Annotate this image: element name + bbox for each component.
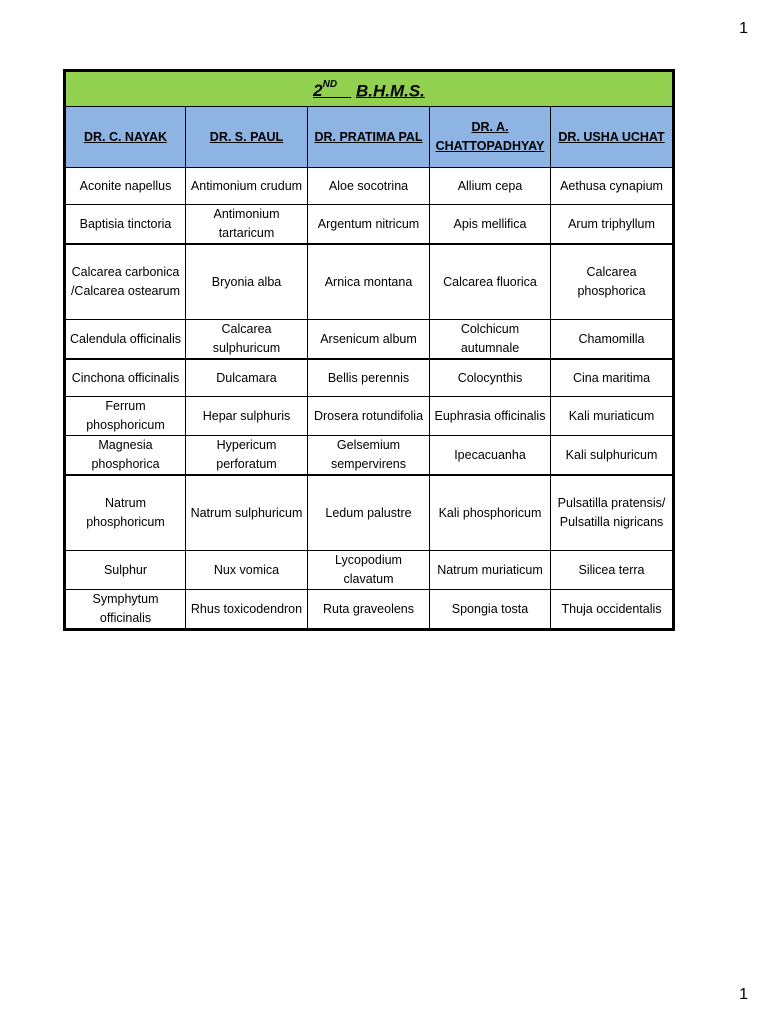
table-cell: Antimonium crudum bbox=[186, 168, 308, 205]
table-cell: Aethusa cynapium bbox=[551, 168, 674, 205]
table-cell: Symphytum officinalis bbox=[65, 590, 186, 630]
table-row bbox=[65, 320, 674, 360]
table-cell: Calendula officinalis bbox=[65, 320, 186, 360]
table-cell: Natrum sulphuricum bbox=[186, 475, 308, 551]
title-rest: B.H.M.S. bbox=[355, 81, 425, 101]
table-cell: Spongia tosta bbox=[430, 590, 551, 630]
table-cell: Bryonia alba bbox=[186, 244, 308, 320]
table-cell: Colchicum autumnale bbox=[430, 320, 551, 360]
table-cell: Argentum nitricum bbox=[308, 205, 430, 245]
header-cell: DR. S. PAUL bbox=[186, 107, 308, 168]
table-cell: Pulsatilla pratensis/ Pulsatilla nigricans bbox=[551, 475, 674, 551]
remedy-table-container bbox=[63, 69, 672, 631]
page-number-bottom: 1 bbox=[739, 986, 748, 1003]
table-cell: Euphrasia officinalis bbox=[430, 397, 551, 436]
table-cell: Antimonium tartaricum bbox=[186, 205, 308, 245]
header-cell: DR. USHA UCHAT bbox=[551, 107, 674, 168]
table-cell: Magnesia phosphorica bbox=[65, 436, 186, 476]
table-row bbox=[65, 475, 674, 551]
table-cell: Dulcamara bbox=[186, 359, 308, 397]
table-cell: Cina maritima bbox=[551, 359, 674, 397]
table-cell: Sulphur bbox=[65, 551, 186, 590]
header-row bbox=[65, 107, 674, 168]
table-cell: Apis mellifica bbox=[430, 205, 551, 245]
table-cell: Kali muriaticum bbox=[551, 397, 674, 436]
table-cell: Calcarea sulphuricum bbox=[186, 320, 308, 360]
table-row bbox=[65, 551, 674, 590]
table-title bbox=[65, 71, 674, 107]
table-cell: Gelsemium sempervirens bbox=[308, 436, 430, 476]
title-row bbox=[65, 71, 674, 107]
table-cell: Silicea terra bbox=[551, 551, 674, 590]
table-cell: Ruta graveolens bbox=[308, 590, 430, 630]
table-cell: Allium cepa bbox=[430, 168, 551, 205]
title-main: 2 bbox=[313, 81, 323, 101]
page-number-top: 1 bbox=[739, 20, 748, 37]
table-row bbox=[65, 590, 674, 630]
table-cell: Colocynthis bbox=[430, 359, 551, 397]
table-row bbox=[65, 436, 674, 476]
table-cell: Ipecacuanha bbox=[430, 436, 551, 476]
table-cell: Ledum palustre bbox=[308, 475, 430, 551]
table-cell: Hepar sulphuris bbox=[186, 397, 308, 436]
table-cell: Rhus toxicodendron bbox=[186, 590, 308, 630]
header-cell: DR. PRATIMA PAL bbox=[308, 107, 430, 168]
table-row bbox=[65, 397, 674, 436]
table-cell: Arsenicum album bbox=[308, 320, 430, 360]
table-cell: Aconite napellus bbox=[65, 168, 186, 205]
table-cell: Thuja occidentalis bbox=[551, 590, 674, 630]
table-cell: Bellis perennis bbox=[308, 359, 430, 397]
table-cell: Chamomilla bbox=[551, 320, 674, 360]
table-row bbox=[65, 205, 674, 245]
table-cell: Calcarea fluorica bbox=[430, 244, 551, 320]
remedy-table bbox=[63, 69, 675, 631]
table-row bbox=[65, 244, 674, 320]
table-cell: Kali sulphuricum bbox=[551, 436, 674, 476]
table-cell: Natrum muriaticum bbox=[430, 551, 551, 590]
table-cell: Ferrum phosphoricum bbox=[65, 397, 186, 436]
table-cell: Lycopodium clavatum bbox=[308, 551, 430, 590]
table-cell: Calcarea carbonica /Calcarea ostearum bbox=[65, 244, 186, 320]
table-cell: Baptisia tinctoria bbox=[65, 205, 186, 245]
table-cell: Natrum phosphoricum bbox=[65, 475, 186, 551]
table-row bbox=[65, 359, 674, 397]
table-cell: Calcarea phosphorica bbox=[551, 244, 674, 320]
header-cell: DR. C. NAYAK bbox=[65, 107, 186, 168]
table-cell: Kali phosphoricum bbox=[430, 475, 551, 551]
header-cell: DR. A. CHATTOPADHYAY bbox=[430, 107, 551, 168]
title-superscript: ND bbox=[322, 78, 338, 90]
table-cell: Nux vomica bbox=[186, 551, 308, 590]
table-cell: Cinchona officinalis bbox=[65, 359, 186, 397]
table-cell: Arnica montana bbox=[308, 244, 430, 320]
table-cell: Aloe socotrina bbox=[308, 168, 430, 205]
table-row bbox=[65, 168, 674, 205]
table-cell: Arum triphyllum bbox=[551, 205, 674, 245]
table-cell: Hypericum perforatum bbox=[186, 436, 308, 476]
table-cell: Drosera rotundifolia bbox=[308, 397, 430, 436]
